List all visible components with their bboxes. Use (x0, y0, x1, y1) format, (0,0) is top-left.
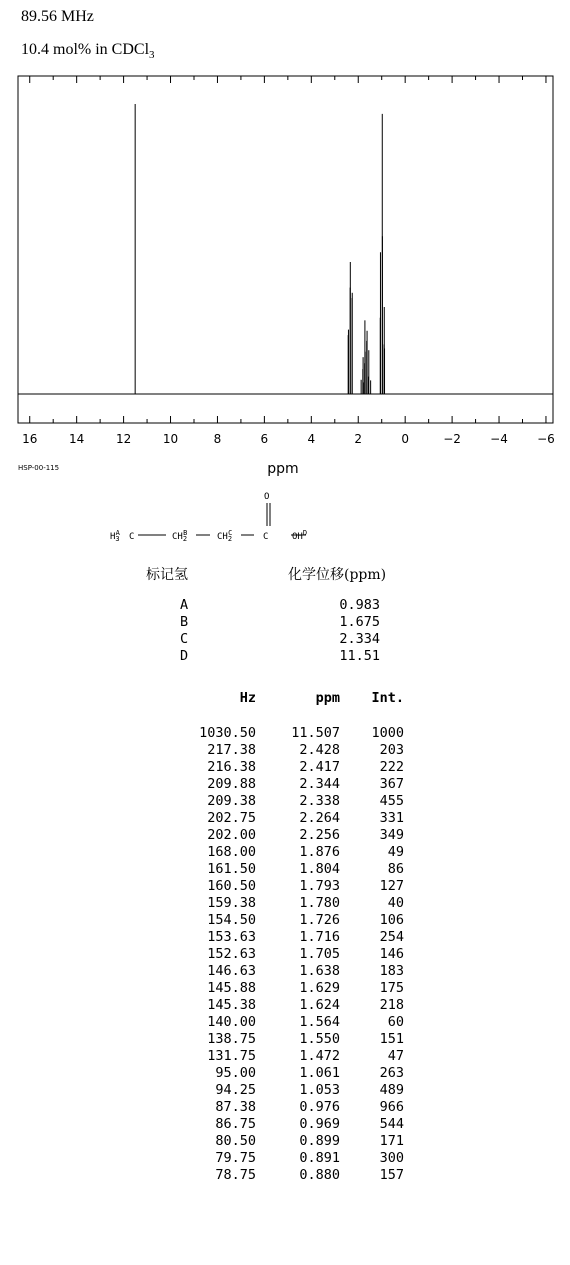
intensity-value: 183 (379, 963, 404, 979)
intensity-value: 203 (379, 742, 404, 758)
intensity-value: 349 (379, 827, 404, 843)
hydroxyl-label: $OH^D$ (292, 529, 308, 542)
ppm-column-header: ppm (315, 690, 340, 706)
ppm-value: 1.793 (299, 878, 340, 894)
table-row (170, 946, 404, 963)
intensity-value: 489 (379, 1082, 404, 1098)
hz-value: 209.38 (207, 793, 256, 809)
ppm-value: 1.550 (299, 1031, 340, 1047)
hz-value: 209.88 (207, 776, 256, 792)
table-row (170, 776, 404, 793)
hz-value: 168.00 (207, 844, 256, 860)
ppm-value: 1.638 (299, 963, 340, 979)
x-tick-label: 4 (307, 432, 316, 446)
ppm-value: 0.880 (299, 1167, 340, 1183)
hz-value: 153.63 (207, 929, 256, 945)
table-row (170, 1133, 404, 1150)
carbonyl-oxygen-label: O (264, 492, 270, 502)
intensity-value: 966 (379, 1099, 404, 1115)
ppm-value: 0.976 (299, 1099, 340, 1115)
hz-value: 152.63 (207, 946, 256, 962)
intensity-value: 127 (379, 878, 404, 894)
hz-value: 140.00 (207, 1014, 256, 1030)
table-row (170, 1014, 404, 1031)
intensity-value: 331 (379, 810, 404, 826)
molecule-structure (110, 490, 440, 550)
table-row (170, 1116, 404, 1133)
carbonyl-carbon-label: C (263, 532, 269, 542)
intensity-value: 254 (379, 929, 404, 945)
intensity-value: 455 (379, 793, 404, 809)
hz-value: 78.75 (215, 1167, 256, 1183)
sample-concentration (21, 41, 155, 61)
ppm-value: 0.899 (299, 1133, 340, 1149)
hz-value: 86.75 (215, 1116, 256, 1132)
intensity-value: 60 (387, 1014, 404, 1030)
concentration-subscript: 3 (149, 49, 155, 62)
table-row (170, 742, 404, 759)
assignment-shift-header: 化学位移(ppm) (288, 567, 387, 583)
intensity-value: 171 (379, 1133, 404, 1149)
intensity-value: 151 (379, 1031, 404, 1047)
spectrum-code: HSP-00-115 (18, 464, 60, 472)
ppm-value: 1.624 (299, 997, 340, 1013)
ppm-value: 2.344 (299, 776, 340, 792)
x-tick-label: 12 (115, 432, 132, 446)
spectrometer-frequency: 89.56 MHz (21, 8, 94, 25)
intensity-value: 367 (379, 776, 404, 792)
x-tick-label: 14 (69, 432, 85, 446)
table-row (170, 759, 404, 776)
hz-value: 161.50 (207, 861, 256, 877)
hz-value: 94.25 (215, 1082, 256, 1098)
chemical-shift-value: 1.675 (339, 614, 380, 630)
table-row (170, 1031, 404, 1048)
intensity-value: 157 (379, 1167, 404, 1183)
table-row (170, 963, 404, 980)
hz-value: 202.75 (207, 810, 256, 826)
hz-value: 160.50 (207, 878, 256, 894)
table-row (170, 861, 404, 878)
intensity-value: 544 (379, 1116, 404, 1132)
assignment-row (180, 648, 380, 665)
hz-value: 145.88 (207, 980, 256, 996)
hz-value: 159.38 (207, 895, 256, 911)
assignment-table (180, 597, 380, 665)
ppm-value: 2.428 (299, 742, 340, 758)
intensity-value: 49 (387, 844, 404, 860)
intensity-value: 86 (387, 861, 404, 877)
table-row (170, 1099, 404, 1116)
table-row (170, 1082, 404, 1099)
hz-value: 216.38 (207, 759, 256, 775)
x-tick-label: 8 (213, 432, 222, 446)
proton-label: C (180, 631, 189, 647)
ppm-value: 1.705 (299, 946, 340, 962)
ppm-value: 11.507 (291, 725, 340, 741)
structure-bonds (138, 503, 306, 535)
intensity-value: 146 (379, 946, 404, 962)
hz-value: 202.00 (207, 827, 256, 843)
ppm-value: 2.338 (299, 793, 340, 809)
proton-label: B (180, 614, 189, 630)
hz-value: 79.75 (215, 1150, 256, 1166)
hz-value: 87.38 (215, 1099, 256, 1115)
x-tick-label: 6 (260, 432, 269, 446)
x-tick-label: −6 (537, 432, 555, 446)
table-row (170, 793, 404, 810)
methylene-b-label: $CH_2B$ (172, 529, 188, 543)
assignment-label-header: 标记氢 (146, 567, 188, 583)
table-row (170, 1048, 404, 1065)
ppm-value: 1.876 (299, 844, 340, 860)
intensity-value: 222 (379, 759, 404, 775)
nmr-spectrum-chart (0, 68, 570, 480)
table-row (170, 912, 404, 929)
table-row (170, 1150, 404, 1167)
x-tick-label: −4 (490, 432, 508, 446)
methylene-c-label: $CH_2C$ (217, 529, 233, 543)
ppm-value: 1.472 (299, 1048, 340, 1064)
x-tick-label: −2 (443, 432, 461, 446)
table-row (170, 1167, 404, 1184)
table-row (170, 997, 404, 1014)
ppm-value: 1.564 (299, 1014, 340, 1030)
methyl-label: $H_3A$ (110, 529, 120, 543)
ppm-value: 1.804 (299, 861, 340, 877)
intensity-column-header: Int. (371, 690, 404, 706)
peak-table-header (170, 690, 404, 707)
ppm-value: 0.969 (299, 1116, 340, 1132)
intensity-value: 218 (379, 997, 404, 1013)
x-tick-label: 10 (162, 432, 179, 446)
intensity-value: 47 (387, 1048, 404, 1064)
table-row (170, 1065, 404, 1082)
ppm-value: 0.891 (299, 1150, 340, 1166)
chemical-shift-value: 0.983 (339, 597, 380, 613)
intensity-value: 1000 (371, 725, 404, 741)
assignment-row (180, 614, 380, 631)
concentration-text: 10.4 mol% in CDCl (21, 41, 150, 58)
intensity-value: 263 (379, 1065, 404, 1081)
hz-value: 1030.50 (199, 725, 256, 741)
hz-value: 217.38 (207, 742, 256, 758)
methyl-carbon-label: C (129, 532, 135, 542)
assignment-row (180, 597, 380, 614)
x-tick-label: 0 (401, 432, 409, 446)
intensity-value: 300 (379, 1150, 404, 1166)
proton-label: A (180, 597, 189, 613)
ppm-value: 1.061 (299, 1065, 340, 1081)
table-row (170, 844, 404, 861)
table-row (170, 725, 404, 742)
hz-value: 146.63 (207, 963, 256, 979)
ppm-value: 2.264 (299, 810, 340, 826)
hz-value: 95.00 (215, 1065, 256, 1081)
table-row (170, 929, 404, 946)
ppm-value: 2.417 (299, 759, 340, 775)
ppm-value: 1.726 (299, 912, 340, 928)
intensity-value: 175 (379, 980, 404, 996)
x-axis-label: ppm (267, 461, 299, 477)
table-row (170, 810, 404, 827)
hz-value: 138.75 (207, 1031, 256, 1047)
hz-value: 145.38 (207, 997, 256, 1013)
ppm-value: 1.053 (299, 1082, 340, 1098)
chemical-shift-value: 2.334 (339, 631, 380, 647)
ppm-value: 1.780 (299, 895, 340, 911)
intensity-value: 40 (387, 895, 404, 911)
x-tick-label: 2 (354, 432, 363, 446)
table-row (170, 980, 404, 997)
hz-column-header: Hz (239, 690, 256, 706)
ppm-value: 2.256 (299, 827, 340, 843)
plot-frame (18, 76, 553, 423)
table-row (170, 827, 404, 844)
ppm-value: 1.716 (299, 929, 340, 945)
x-tick-label: 16 (22, 432, 38, 446)
table-row (170, 895, 404, 912)
proton-label: D (180, 648, 189, 664)
chemical-shift-value: 11.51 (339, 648, 380, 664)
hz-value: 154.50 (207, 912, 256, 928)
hz-value: 80.50 (215, 1133, 256, 1149)
intensity-value: 106 (379, 912, 404, 928)
table-row (170, 878, 404, 895)
assignment-row (180, 631, 380, 648)
ppm-value: 1.629 (299, 980, 340, 996)
hz-value: 131.75 (207, 1048, 256, 1064)
peak-table (170, 690, 404, 1184)
